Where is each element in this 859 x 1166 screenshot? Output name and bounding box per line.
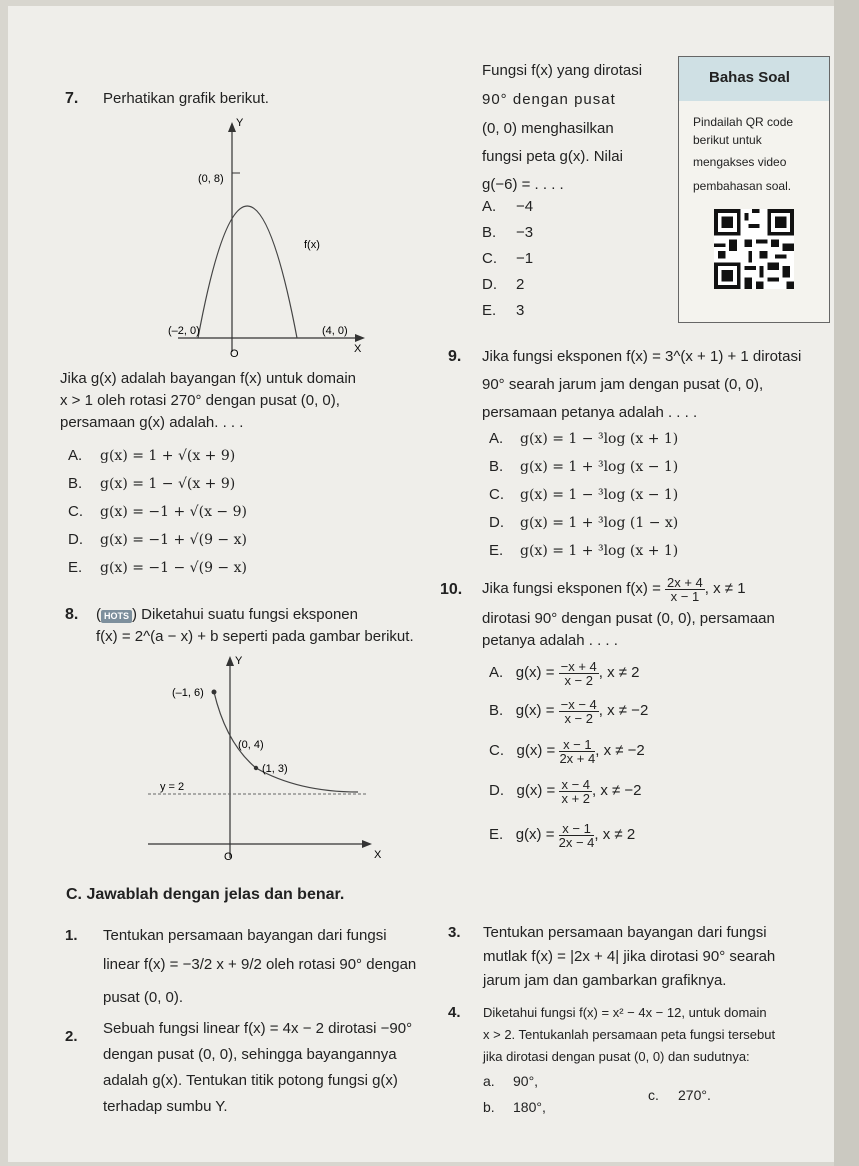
q7-prompt: Perhatikan grafik berikut. xyxy=(103,90,269,107)
bahas-soal-line-1: Pindailah QR code xyxy=(693,115,794,129)
essay-2-line-1: Sebuah fungsi linear f(x) = 4x − 2 dirotasi −90° xyxy=(103,1020,413,1037)
q6-option-b: −3 xyxy=(516,224,534,241)
essay-4-line-3: jika dirotasi dengan pusat (0, 0) dan sudutnya: xyxy=(483,1049,750,1064)
q10-option-a-letter: A. xyxy=(489,664,504,681)
q10-option-a-num: −x + 4 xyxy=(560,658,597,674)
q10-option-c-letter: C. xyxy=(489,742,504,759)
q9-text-3: persamaan petanya adalah . . . . xyxy=(482,404,698,421)
q9-option-b: g(x) = 1 + ³log (x − 1) xyxy=(520,459,679,475)
q7-option-e-letter: E. xyxy=(68,559,83,576)
q9-option-d: g(x) = 1 + ³log (1 − x) xyxy=(520,515,679,531)
q6-text-4: fungsi peta g(x). Nilai xyxy=(482,148,623,165)
q10-option-b xyxy=(489,696,648,726)
q10-option-d-frac xyxy=(559,778,592,805)
q9-number: 9. xyxy=(448,348,462,365)
q10-option-d-num: x − 4 xyxy=(561,776,590,792)
q6-option-d: 2 xyxy=(516,276,525,293)
q9-option-b-letter: B. xyxy=(489,458,504,475)
q10-option-e-cond: , x ≠ 2 xyxy=(594,826,636,843)
essay-4-sub-b: 180°, xyxy=(513,1099,546,1115)
q9-text-1: Jika fungsi eksponen f(x) = 3^(x + 1) + 1 dirotasi xyxy=(482,348,802,365)
q9-option-a-letter: A. xyxy=(489,430,504,447)
section-c-title: C. Jawablah dengan jelas dan benar. xyxy=(66,886,345,903)
q10-text-1: Jika fungsi eksponen f(x) = xyxy=(482,580,661,597)
q7-option-b: g(x) = 1 − √(x + 9) xyxy=(100,476,236,492)
q10-option-b-frac xyxy=(559,698,599,725)
qr-code-icon[interactable] xyxy=(714,209,794,289)
q10-option-b-den: x − 2 xyxy=(564,710,593,726)
q9-option-c: g(x) = 1 − ³log (x − 1) xyxy=(520,487,679,503)
q6-option-c-letter: C. xyxy=(482,250,497,267)
q7-option-a: g(x) = 1 + √(x + 9) xyxy=(100,448,236,464)
q10-option-e-frac xyxy=(559,822,595,849)
q6-text-1: Fungsi f(x) yang dirotasi xyxy=(482,62,643,79)
q10-frac-num: 2x + 4 xyxy=(667,574,703,590)
q10-option-d-cond: , x ≠ −2 xyxy=(592,782,642,799)
q6-text-3: (0, 0) menghasilkan xyxy=(482,120,614,137)
essay-4-sub-c: 270°. xyxy=(678,1087,711,1103)
q6-option-c: −1 xyxy=(516,250,534,267)
essay-3-line-1: Tentukan persamaan bayangan dari fungsi xyxy=(483,924,767,941)
q10-option-a-frac xyxy=(559,660,599,687)
q7-option-e: g(x) = −1 − √(9 − x) xyxy=(100,560,247,576)
bahas-soal-title: Bahas Soal xyxy=(709,69,790,86)
q7-y-label: Y xyxy=(236,117,244,129)
q6-option-e: 3 xyxy=(516,302,525,319)
q7-number: 7. xyxy=(65,90,79,107)
q8-text-2: f(x) = 2^(a − x) + b seperti pada gambar berikut. xyxy=(96,628,414,645)
essay-4-number: 4. xyxy=(448,1004,461,1021)
q10-line-1 xyxy=(482,574,746,604)
q9-option-a: g(x) = 1 − ³log (x + 1) xyxy=(520,431,679,447)
q10-option-b-cond: , x ≠ −2 xyxy=(598,702,649,719)
q7-option-d-letter: D. xyxy=(68,531,83,548)
q10-option-c-num: x − 1 xyxy=(559,738,595,752)
q10-text-2: dirotasi 90° dengan pusat (0, 0), persamaan xyxy=(482,610,775,627)
essay-4-sub-b-letter: b. xyxy=(483,1099,495,1115)
q7-parabola-graph xyxy=(158,112,378,362)
q7-x-label: X xyxy=(354,343,362,355)
q10-option-c-den: 2x + 4 xyxy=(559,750,596,766)
q7-text-2: x > 1 oleh rotasi 270° dengan pusat (0, 0), xyxy=(60,392,340,409)
q10-option-c xyxy=(489,736,645,766)
q10-condition: , x ≠ 1 xyxy=(704,580,746,597)
q10-option-d-lhs: g(x) = xyxy=(516,782,556,799)
essay-1-line-2: linear f(x) = −3/2 x + 9/2 oleh rotasi 90° dengan xyxy=(103,956,417,973)
bahas-soal-line-2: berikut untuk xyxy=(693,133,762,147)
q10-option-d xyxy=(489,776,642,806)
q7-point-right: (4, 0) xyxy=(322,325,348,337)
q10-option-e-lhs: g(x) = xyxy=(515,826,555,843)
q10-text-3: petanya adalah . . . . xyxy=(482,632,618,649)
q6-text-5: g(−6) = . . . . xyxy=(482,176,564,193)
q10-option-a-den: x − 2 xyxy=(564,672,593,688)
q7-option-c-letter: C. xyxy=(68,503,83,520)
q10-number: 10. xyxy=(440,581,463,598)
q7-text-1: Jika g(x) adalah bayangan f(x) untuk domain xyxy=(60,370,357,387)
q8-asymptote-label: y = 2 xyxy=(160,781,185,793)
q8-point-2: (0, 4) xyxy=(238,739,264,751)
q10-option-a xyxy=(489,658,640,688)
essay-4-line-1: Diketahui fungsi f(x) = x² − 4x − 12, untuk domain xyxy=(483,1005,767,1020)
bahas-soal-box xyxy=(678,56,830,323)
hots-badge: HOTS xyxy=(101,610,132,623)
q7-curve-label: f(x) xyxy=(304,239,320,251)
essay-2-number: 2. xyxy=(65,1028,78,1045)
essay-3-number: 3. xyxy=(448,924,461,941)
q7-option-d: g(x) = −1 + √(9 − x) xyxy=(100,532,247,548)
q6-option-a-letter: A. xyxy=(482,198,497,215)
q9-text-2: 90° searah jarum jam dengan pusat (0, 0), xyxy=(482,376,764,393)
q8-line-1: ( HOTS ) Diketahui suatu fungsi eksponen xyxy=(96,606,358,623)
q8-text-1: ) Diketahui suatu fungsi eksponen xyxy=(132,606,358,623)
q8-y-label: Y xyxy=(235,655,243,667)
q9-option-d-letter: D. xyxy=(489,514,504,531)
essay-2-line-2: dengan pusat (0, 0), sehingga bayangannya xyxy=(103,1046,397,1063)
q10-option-d-den: x + 2 xyxy=(561,790,590,806)
q10-option-a-cond: , x ≠ 2 xyxy=(598,664,640,681)
q10-option-e xyxy=(489,820,635,850)
q8-number: 8. xyxy=(65,606,79,623)
q7-point-top: (0, 8) xyxy=(198,173,224,185)
essay-1-line-3: pusat (0, 0). xyxy=(103,989,184,1006)
q8-point-3: (1, 3) xyxy=(262,763,288,775)
essay-4-sub-a-letter: a. xyxy=(483,1073,495,1089)
q9-option-e-letter: E. xyxy=(489,542,504,559)
q7-text-3: persamaan g(x) adalah. . . . xyxy=(60,414,244,431)
q10-option-c-cond: , x ≠ −2 xyxy=(595,742,645,759)
q6-option-a: −4 xyxy=(516,198,534,215)
q7-option-a-letter: A. xyxy=(68,447,83,464)
essay-3-line-3: jarum jam dan gambarkan grafiknya. xyxy=(483,972,727,989)
q7-option-b-letter: B. xyxy=(68,475,83,492)
q6-text-2: 90° dengan pusat xyxy=(482,91,616,108)
essay-4-sub-c-letter: c. xyxy=(648,1087,659,1103)
q8-exponential-graph xyxy=(138,648,388,868)
q8-x-label: X xyxy=(374,849,382,861)
essay-1-number: 1. xyxy=(65,927,78,944)
q10-option-c-lhs: g(x) = xyxy=(516,742,556,759)
q10-option-b-lhs: g(x) = xyxy=(515,702,555,719)
q6-option-d-letter: D. xyxy=(482,276,497,293)
q7-origin-label: O xyxy=(230,348,239,360)
q6-option-b-letter: B. xyxy=(482,224,497,241)
q9-option-e: g(x) = 1 + ³log (x + 1) xyxy=(520,543,679,559)
q9-option-c-letter: C. xyxy=(489,486,504,503)
essay-4-line-2: x > 2. Tentukanlah persamaan peta fungsi tersebut xyxy=(483,1027,776,1042)
essay-1-line-1: Tentukan persamaan bayangan dari fungsi xyxy=(103,927,387,944)
q10-option-b-letter: B. xyxy=(489,702,504,719)
essay-2-line-3: adalah g(x). Tentukan titik potong fungsi g(x) xyxy=(103,1072,398,1089)
q10-option-c-frac xyxy=(559,738,595,765)
q10-option-b-num: −x − 4 xyxy=(560,696,597,712)
q10-option-e-num: x − 1 xyxy=(559,822,595,836)
q10-fraction xyxy=(665,576,705,603)
essay-2-line-4: terhadap sumbu Y. xyxy=(103,1098,228,1115)
book-spine-edge xyxy=(834,0,859,1166)
q8-point-1: (–1, 6) xyxy=(172,687,204,699)
essay-4-sub-a: 90°, xyxy=(513,1073,539,1089)
q6-option-e-letter: E. xyxy=(482,302,497,319)
q10-option-e-den: 2x − 4 xyxy=(558,834,595,850)
q8-origin-label: O xyxy=(224,851,233,863)
q10-frac-den: x − 1 xyxy=(670,588,700,604)
q10-option-d-letter: D. xyxy=(489,782,504,799)
q10-option-e-letter: E. xyxy=(489,826,504,843)
q7-point-left: (–2, 0) xyxy=(168,325,200,337)
bahas-soal-line-3: mengakses video xyxy=(693,155,787,169)
q7-option-c: g(x) = −1 + √(x − 9) xyxy=(100,504,247,520)
essay-3-line-2: mutlak f(x) = |2x + 4| jika dirotasi 90° searah xyxy=(483,948,776,965)
q10-option-a-lhs: g(x) = xyxy=(515,664,555,681)
textbook-page xyxy=(8,6,834,1162)
bahas-soal-line-4: pembahasan soal. xyxy=(693,179,792,193)
